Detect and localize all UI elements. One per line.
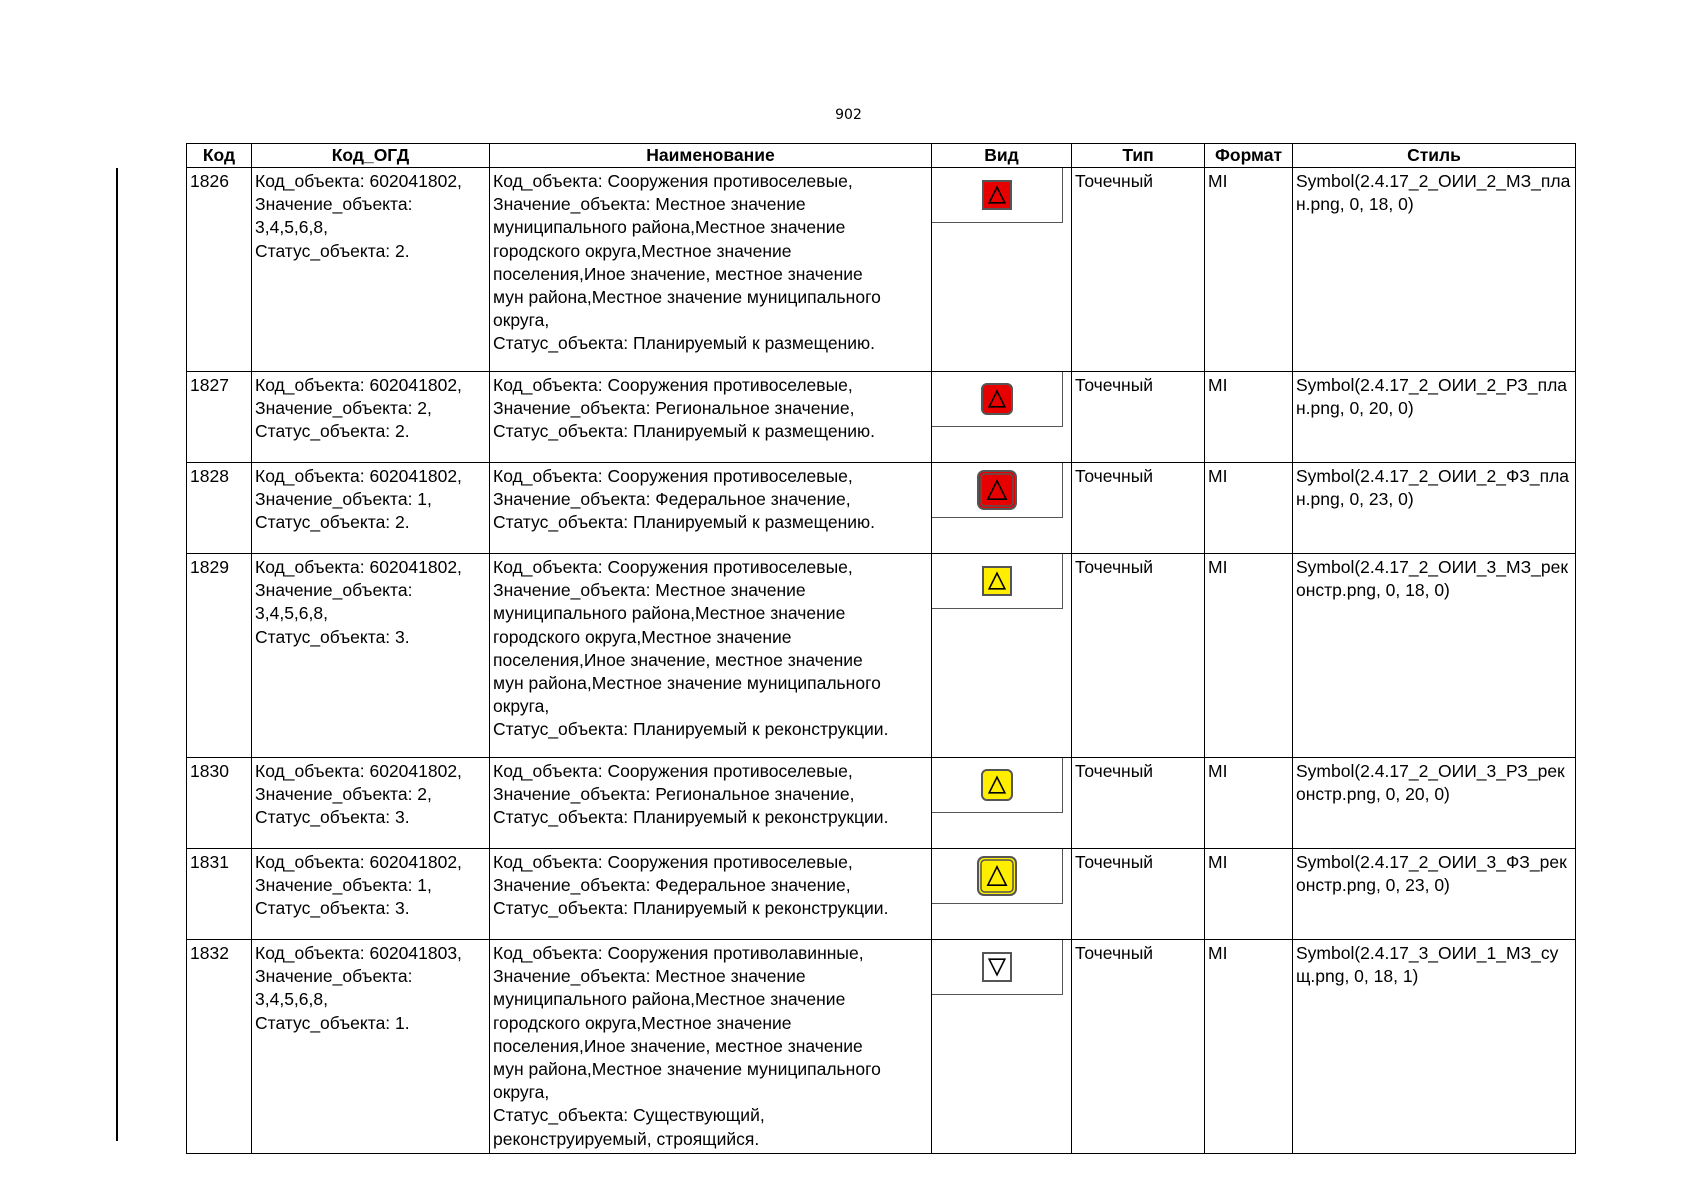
cell-style: Symbol(2.4.17_2_ОИИ_2_МЗ_план.png, 0, 18, 0) (1293, 168, 1576, 372)
header-name: Наименование (490, 144, 932, 168)
cell-kod: 1828 (187, 463, 252, 554)
header-kod-ogd: Код_ОГД (252, 144, 490, 168)
cell-format: MI (1205, 554, 1293, 758)
cell-style: Symbol(2.4.17_2_ОИИ_2_ФЗ_план.png, 0, 23, 0) (1293, 463, 1576, 554)
table-row (187, 940, 1576, 1154)
cell-kod: 1832 (187, 940, 252, 1154)
triangle-symbol-icon (980, 178, 1014, 212)
cell-vid (932, 168, 1072, 372)
cell-name: Код_объекта: Сооружения противолавинные, Значение_объекта: Местное значение муниципального района,Местное значение городского округа,Местное значение поселения,Иное значение, местное значение мун района,Местное значение муниципального округа, Статус_объекта: Существующий, реконструируемый, строящийся. (490, 940, 932, 1154)
cell-style: Symbol(2.4.17_2_ОИИ_3_ФЗ_реконстр.png, 0, 23, 0) (1293, 849, 1576, 940)
cell-format: MI (1205, 940, 1293, 1154)
cell-kod-ogd: Код_объекта: 602041802, Значение_объекта: 1, Статус_объекта: 3. (252, 849, 490, 940)
cell-style: Symbol(2.4.17_2_ОИИ_2_РЗ_план.png, 0, 20, 0) (1293, 372, 1576, 463)
symbol-box (932, 554, 1063, 609)
margin-line (116, 168, 118, 1141)
cell-kod-ogd: Код_объекта: 602041802, Значение_объекта: 2, Статус_объекта: 3. (252, 758, 490, 849)
cell-style: Symbol(2.4.17_2_ОИИ_3_МЗ_реконстр.png, 0, 18, 0) (1293, 554, 1576, 758)
header-kod: Код (187, 144, 252, 168)
cell-vid (932, 758, 1072, 849)
cell-name: Код_объекта: Сооружения противоселевые, Значение_объекта: Федеральное значение, Статус_объекта: Планируемый к размещению. (490, 463, 932, 554)
triangle-down-symbol-icon (980, 950, 1014, 984)
header-format: Формат (1205, 144, 1293, 168)
triangle-symbol-icon (977, 470, 1017, 510)
cell-type: Точечный (1072, 758, 1205, 849)
cell-name: Код_объекта: Сооружения противоселевые, Значение_объекта: Местное значение муниципального района,Местное значение городского округа,Местное значение поселения,Иное значение, местное значение мун района,Местное значение муниципального округа, Статус_объекта: Планируемый к размещению. (490, 168, 932, 372)
cell-vid (932, 849, 1072, 940)
cell-format: MI (1205, 758, 1293, 849)
cell-format: MI (1205, 849, 1293, 940)
cell-kod-ogd: Код_объекта: 602041803, Значение_объекта: 3,4,5,6,8, Статус_объекта: 1. (252, 940, 490, 1154)
cell-kod: 1830 (187, 758, 252, 849)
cell-format: MI (1205, 168, 1293, 372)
cell-vid (932, 372, 1072, 463)
cell-kod: 1829 (187, 554, 252, 758)
page-number: 902 (835, 107, 862, 123)
table-row (187, 463, 1576, 554)
cell-kod: 1826 (187, 168, 252, 372)
cell-name: Код_объекта: Сооружения противоселевые, Значение_объекта: Местное значение муниципального района,Местное значение городского округа,Местное значение поселения,Иное значение, местное значение мун района,Местное значение муниципального округа, Статус_объекта: Планируемый к реконструкции. (490, 554, 932, 758)
cell-type: Точечный (1072, 554, 1205, 758)
cell-kod-ogd: Код_объекта: 602041802, Значение_объекта: 3,4,5,6,8, Статус_объекта: 2. (252, 168, 490, 372)
table-row (187, 168, 1576, 372)
header-row (187, 144, 1576, 168)
table-row (187, 372, 1576, 463)
table-row (187, 554, 1576, 758)
cell-style: Symbol(2.4.17_3_ОИИ_1_МЗ_сущ.png, 0, 18, 1) (1293, 940, 1576, 1154)
triangle-symbol-icon (980, 768, 1014, 802)
table-row (187, 849, 1576, 940)
symbol-box (932, 168, 1063, 223)
symbol-box (932, 463, 1063, 518)
cell-name: Код_объекта: Сооружения противоселевые, Значение_объекта: Региональное значение, Статус_объекта: Планируемый к размещению. (490, 372, 932, 463)
cell-type: Точечный (1072, 463, 1205, 554)
cell-name: Код_объекта: Сооружения противоселевые, Значение_объекта: Региональное значение, Статус_объекта: Планируемый к реконструкции. (490, 758, 932, 849)
triangle-symbol-icon (980, 382, 1014, 416)
header-vid: Вид (932, 144, 1072, 168)
cell-style: Symbol(2.4.17_2_ОИИ_3_РЗ_реконстр.png, 0, 20, 0) (1293, 758, 1576, 849)
cell-kod-ogd: Код_объекта: 602041802, Значение_объекта: 1, Статус_объекта: 2. (252, 463, 490, 554)
cell-kod-ogd: Код_объекта: 602041802, Значение_объекта: 3,4,5,6,8, Статус_объекта: 3. (252, 554, 490, 758)
cell-kod: 1827 (187, 372, 252, 463)
cell-format: MI (1205, 463, 1293, 554)
cell-type: Точечный (1072, 372, 1205, 463)
symbol-box (932, 849, 1063, 904)
cell-kod: 1831 (187, 849, 252, 940)
cell-format: MI (1205, 372, 1293, 463)
cell-type: Точечный (1072, 940, 1205, 1154)
cell-kod-ogd: Код_объекта: 602041802, Значение_объекта: 2, Статус_объекта: 2. (252, 372, 490, 463)
cell-name: Код_объекта: Сооружения противоселевые, Значение_объекта: Федеральное значение, Статус_объекта: Планируемый к реконструкции. (490, 849, 932, 940)
header-style: Стиль (1293, 144, 1576, 168)
cell-vid (932, 940, 1072, 1154)
table-row (187, 758, 1576, 849)
symbol-box (932, 372, 1063, 427)
cell-vid (932, 554, 1072, 758)
header-type: Тип (1072, 144, 1205, 168)
legend-table (186, 143, 1576, 1154)
symbol-box (932, 940, 1063, 995)
cell-type: Точечный (1072, 849, 1205, 940)
symbol-box (932, 758, 1063, 813)
triangle-symbol-icon (980, 564, 1014, 598)
triangle-symbol-icon (977, 856, 1017, 896)
cell-type: Точечный (1072, 168, 1205, 372)
cell-vid (932, 463, 1072, 554)
